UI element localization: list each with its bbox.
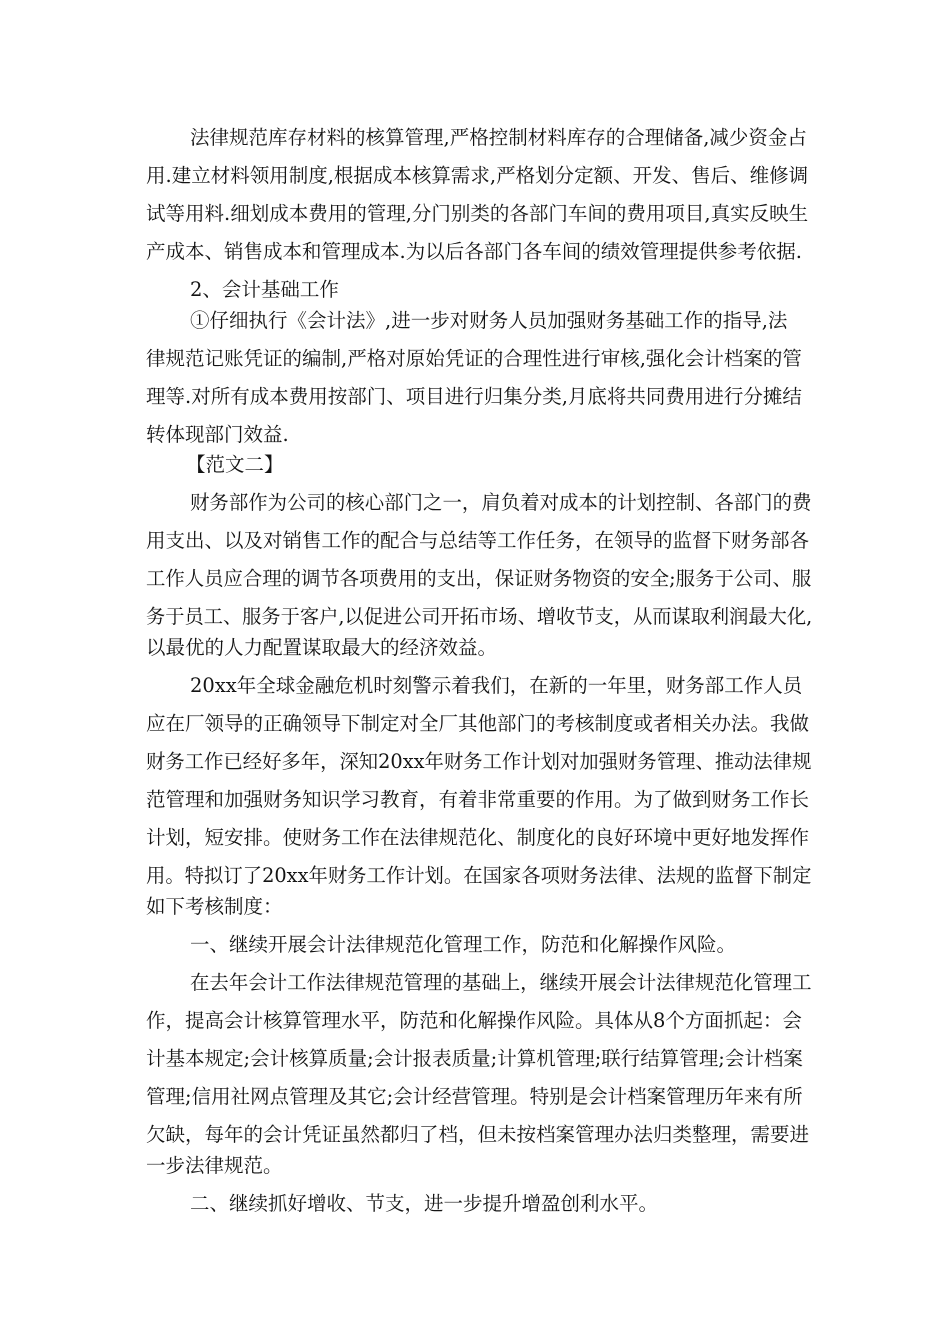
body-text-line: 作，提高会计核算管理水平，防范和化解操作风险。具体从8个方面抓起：会 xyxy=(146,1009,802,1032)
section-heading: 2、会计基础工作 xyxy=(190,278,339,301)
body-text-line: 一步法律规范。 xyxy=(146,1154,283,1177)
body-text-line: 法律规范库存材料的核算管理,严格控制材料库存的合理储备,减少资金占 xyxy=(190,126,807,149)
body-text-line: ①仔细执行《会计法》,进一步对财务人员加强财务基础工作的指导,法 xyxy=(190,309,788,332)
body-text-line: 财务工作已经好多年，深知20xx年财务工作计划对加强财务管理、推动法律规 xyxy=(146,750,812,773)
section-heading: 【范文二】 xyxy=(186,453,284,476)
body-text-line: 用支出、以及对销售工作的配合与总结等工作任务，在领导的监督下财务部各 xyxy=(146,529,810,552)
body-text-line: 以最优的人力配置谋取最大的经济效益。 xyxy=(146,636,498,659)
body-text-line: 财务部作为公司的核心部门之一，肩负着对成本的计划控制、各部门的费 xyxy=(190,491,812,514)
body-text-line: 产成本、销售成本和管理成本.为以后各部门各车间的绩效管理提供参考依据. xyxy=(146,240,802,263)
body-text-line: 转体现部门效益. xyxy=(146,423,289,446)
section-heading: 一、继续开展会计法律规范化管理工作，防范和化解操作风险。 xyxy=(190,933,737,956)
body-text-line: 用。特拟订了20xx年财务工作计划。在国家各项财务法律、法规的监督下制定 xyxy=(146,864,812,887)
body-text-line: 工作人员应合理的调节各项费用的支出，保证财务物资的安全;服务于公司、服 xyxy=(146,567,812,590)
body-text-line: 务于员工、服务于客户,以促进公司开拓市场、增收节支，从而谋取利润最大化, xyxy=(146,605,813,628)
body-text-line: 用.建立材料领用制度,根据成本核算需求,严格划分定额、开发、售后、维修调 xyxy=(146,164,809,187)
body-text-line: 应在厂领导的正确领导下制定对全厂其他部门的考核制度或者相关办法。我做 xyxy=(146,712,810,735)
section-heading: 二、继续抓好增收、节支，进一步提升增盈创利水平。 xyxy=(190,1192,659,1215)
body-text-line: 20xx年全球金融危机时刻警示着我们，在新的一年里，财务部工作人员 xyxy=(190,674,803,697)
body-text-line: 律规范记账凭证的编制,严格对原始凭证的合理性进行审核,强化会计档案的管 xyxy=(146,347,802,370)
body-text-line: 范管理和加强财务知识学习教育，有着非常重要的作用。为了做到财务工作长 xyxy=(146,788,810,811)
body-text-line: 计划，短安排。使财务工作在法律规范化、制度化的良好环境中更好地发挥作 xyxy=(146,826,810,849)
body-text-line: 如下考核制度： xyxy=(146,895,283,918)
body-text-line: 计基本规定;会计核算质量;会计报表质量;计算机管理;联行结算管理;会计档案 xyxy=(146,1047,803,1070)
body-text-line: 理等.对所有成本费用按部门、项目进行归集分类,月底将共同费用进行分摊结 xyxy=(146,385,802,408)
body-text-line: 管理;信用社网点管理及其它;会计经营管理。特别是会计档案管理历年来有所 xyxy=(146,1085,803,1108)
body-text-line: 欠缺，每年的会计凭证虽然都归了档，但未按档案管理办法归类整理，需要进 xyxy=(146,1123,810,1146)
body-text-line: 试等用料.细划成本费用的管理,分门别类的各部门车间的费用项目,真实反映生 xyxy=(146,202,809,225)
body-text-line: 在去年会计工作法律规范管理的基础上，继续开展会计法律规范化管理工 xyxy=(190,971,812,994)
